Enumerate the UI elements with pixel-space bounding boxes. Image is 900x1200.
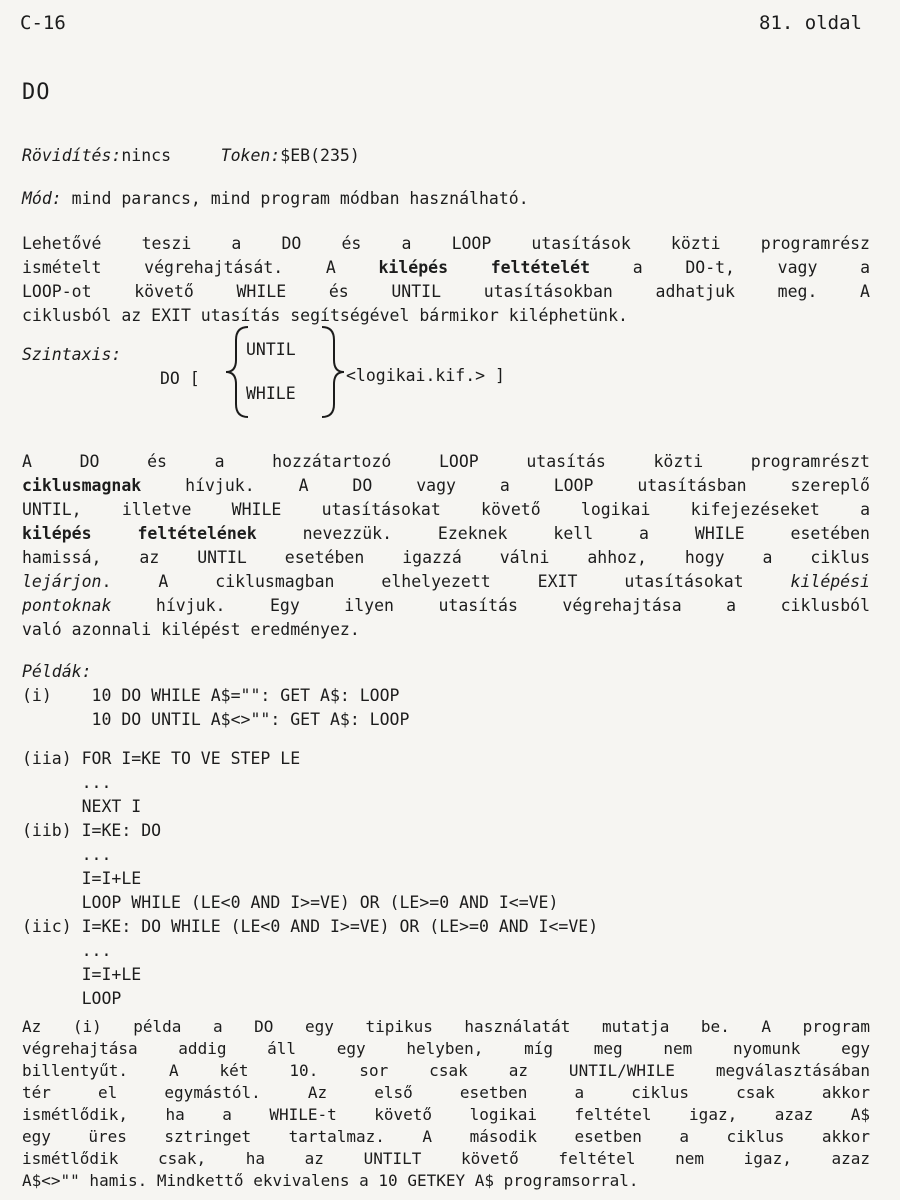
code-line: I=I+LE [22, 869, 142, 888]
page-number: 81. oldal [759, 12, 862, 34]
exit-condition-term: kilépés feltételének [22, 524, 257, 543]
para3-line: tér el egymástól. Az első esetben a ciklus csak akkor [22, 1083, 870, 1102]
abbrev-value: nincs [121, 146, 172, 165]
para3-line: Az (i) példa a DO egy tipikus használatát mutatja be. A program [22, 1017, 870, 1036]
para2-line: való azonnali kilépést eredményez. [22, 620, 360, 639]
code-line: 10 DO UNTIL A$<>"": GET A$: LOOP [22, 710, 410, 729]
para1-line: LOOP-ot követő WHILE és UNTIL utasításokban adhatjuk meg. A [22, 282, 870, 301]
code-line: LOOP [22, 989, 122, 1008]
abbrev-label: Rövidítés: [22, 146, 122, 165]
syntax-while: WHILE [246, 384, 296, 403]
code-line: LOOP WHILE (LE<0 AND I>=VE) OR (LE>=0 AND I<=VE) [22, 893, 559, 912]
right-brace-icon [322, 327, 344, 417]
para2-line: kilépés feltételének nevezzük. Ezeknek kell a WHILE esetében [22, 524, 870, 543]
para2-line: pontoknak hívjuk. Egy ilyen utasítás végrehajtása a ciklusból [22, 596, 870, 615]
para1-line: ismételt végrehajtását. A kilépés feltételét a DO-t, vagy a [22, 258, 870, 277]
code-line: ... [22, 941, 112, 960]
token-label: Token: [220, 146, 281, 165]
left-brace-icon [226, 327, 248, 417]
examples-label: Példák: [22, 662, 92, 681]
para2-line: lejárjon. A ciklusmagban elhelyezett EXIT utasításokat kilépési [22, 572, 870, 591]
code-line: NEXT I [22, 797, 142, 816]
mode-label: Mód: [22, 189, 62, 208]
code-line: (iib) I=KE: DO [22, 821, 162, 840]
code-line: ... [22, 845, 112, 864]
syntax-label: Szintaxis: [22, 345, 122, 364]
para3-line: billentyűt. A két 10. sor csak az UNTIL/WHILE megválasztásában [22, 1061, 870, 1080]
para2-line: UNTIL, illetve WHILE utasításokat követő logikai kifejezéseket a [22, 500, 870, 519]
syntax-do: DO [ [160, 369, 200, 388]
code-line: I=I+LE [22, 965, 142, 984]
page-code: C-16 [20, 12, 66, 34]
loop-body-term: ciklusmagnak [22, 476, 142, 495]
para3-line: ismétlődik csak, ha az UNTILT követő feltétel nem igaz, azaz [22, 1149, 870, 1168]
para2-line: ciklusmagnak hívjuk. A DO vagy a LOOP utasításban szereplő [22, 476, 870, 495]
token-value: $EB(235) [280, 146, 360, 165]
para2-line: A DO és a hozzátartozó LOOP utasítás közti programrészt [22, 452, 870, 471]
para3-line: egy üres sztringet tartalmaz. A második esetben a ciklus akkor [22, 1127, 870, 1146]
para2-line: hamissá, az UNTIL esetében igazzá válni ahhoz, hogy a ciklus [22, 548, 870, 567]
code-line: (iic) I=KE: DO WHILE (LE<0 AND I>=VE) OR (LE>=0 AND I<=VE) [22, 917, 599, 936]
exit-condition-term: kilépés feltételét [378, 258, 591, 277]
mode-value: mind parancs, mind program módban használható. [61, 189, 529, 208]
page-title: DO [22, 80, 51, 105]
para3-line: végrehajtása addig áll egy helyben, míg meg nem nyomunk egy [22, 1039, 870, 1058]
para1-line: ciklusból az EXIT utasítás segítségével bármikor kiléphetünk. [22, 306, 628, 325]
para1-line: Lehetővé teszi a DO és a LOOP utasítások közti programrész [22, 234, 870, 253]
para3-line: A$<>"" hamis. Mindkettő ekvivalens a 10 GETKEY A$ programsorral. [22, 1171, 639, 1190]
syntax-rest: <logikai.kif.> ] [346, 366, 505, 385]
syntax-until: UNTIL [246, 340, 296, 359]
para3-line: ismétlődik, ha a WHILE-t követő logikai feltétel igaz, azaz A$ [22, 1105, 870, 1124]
code-line: ... [22, 773, 112, 792]
code-line: (iia) FOR I=KE TO VE STEP LE [22, 749, 301, 768]
code-line: (i) 10 DO WHILE A$="": GET A$: LOOP [22, 686, 400, 705]
